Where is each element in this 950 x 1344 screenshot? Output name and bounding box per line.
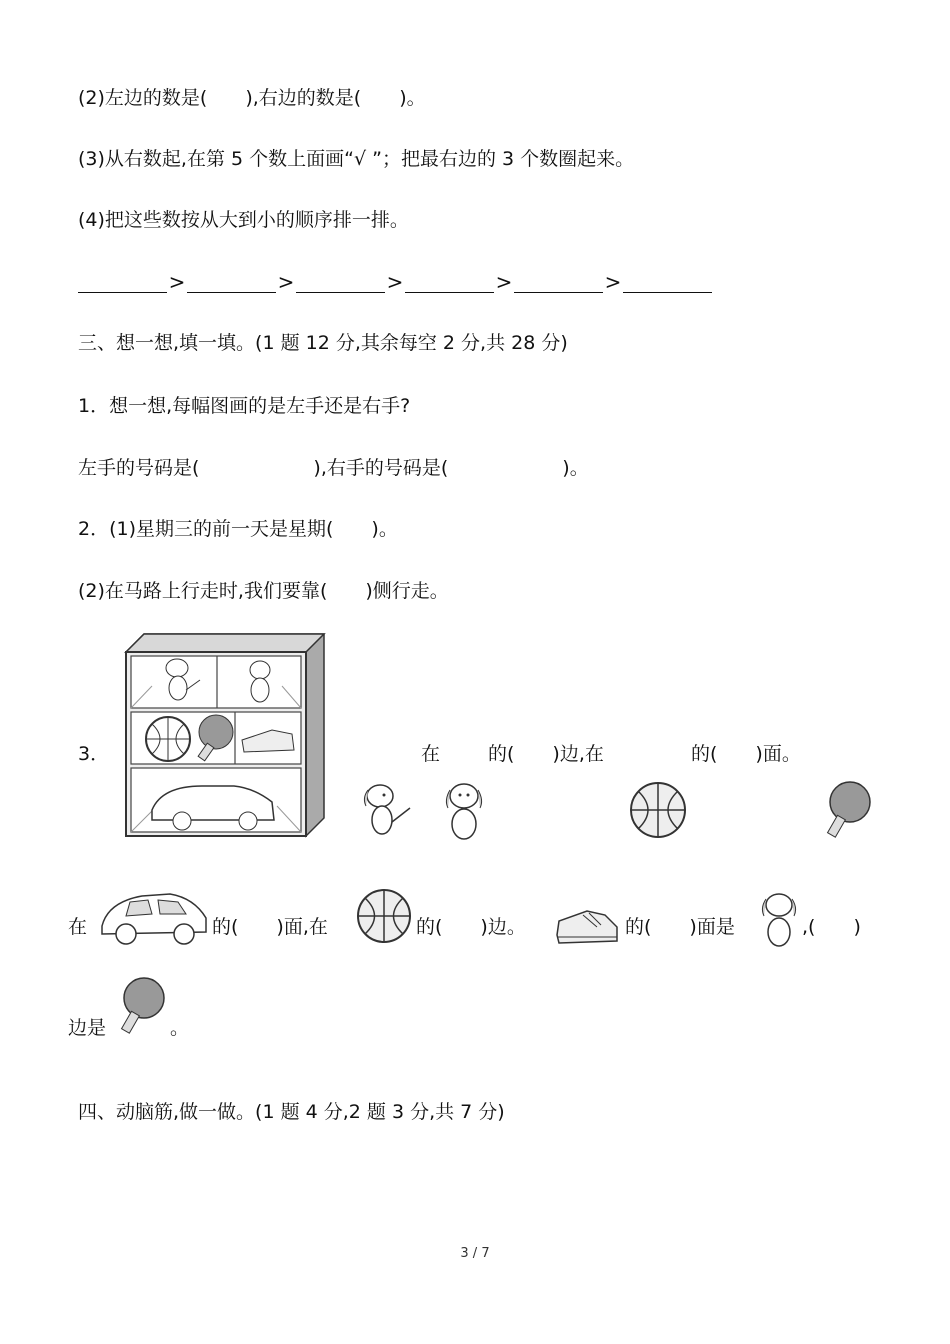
page-number: 3 / 7 xyxy=(460,1246,490,1261)
q3-line1-text-3: 的( )面。 xyxy=(691,743,801,765)
section-3-question-2-2: (2)在马路上行走时,我们要靠( )侧行走。 xyxy=(78,580,449,602)
section-3-question-1: 1．想一想,每幅图画的是左手还是右手? xyxy=(78,395,411,417)
ping-pong-paddle-icon xyxy=(820,780,874,842)
shoe-icon xyxy=(553,905,621,947)
section-4-title: 四、动脑筋,做一做。(1 题 4 分,2 题 3 分,共 7 分) xyxy=(78,1101,505,1123)
question-2-4: (4)把这些数按从大到小的顺序排一排。 xyxy=(78,209,409,231)
section-3-question-2-1: 2．(1)星期三的前一天是星期( )。 xyxy=(78,518,398,540)
question-3-number: 3． xyxy=(78,743,110,765)
answer-blank[interactable] xyxy=(405,270,494,293)
q3-line2-text-1: 在 xyxy=(68,916,88,938)
sitting-dog-icon xyxy=(440,780,488,844)
answer-blank[interactable] xyxy=(187,270,276,293)
greater-than-sign: > xyxy=(495,270,513,294)
q3-line1-text-2: 的( )边,在 xyxy=(488,743,604,765)
ordering-blanks xyxy=(78,270,712,293)
answer-blank[interactable] xyxy=(78,270,167,293)
shelf-illustration xyxy=(122,630,328,840)
dog-icon xyxy=(360,780,414,842)
greater-than-sign: > xyxy=(277,270,295,294)
q3-line2-text-3: 的( )边。 xyxy=(416,916,526,938)
basketball-icon xyxy=(628,780,688,840)
ping-pong-paddle-icon xyxy=(114,976,168,1038)
answer-blank[interactable] xyxy=(623,270,712,293)
greater-than-sign: > xyxy=(168,270,186,294)
answer-blank[interactable] xyxy=(296,270,385,293)
q3-line2-text-2: 的( )面,在 xyxy=(212,916,328,938)
basketball-icon xyxy=(355,887,413,945)
sitting-dog-icon xyxy=(756,890,802,950)
q3-line2-text-4: 的( )面是 xyxy=(625,916,735,938)
question-2-2: (2)左边的数是( ),右边的数是( )。 xyxy=(78,87,426,109)
greater-than-sign: > xyxy=(604,270,622,294)
section-3-question-1-answer: 左手的号码是( ),右手的号码是( )。 xyxy=(78,457,589,479)
section-3-title: 三、想一想,填一填。(1 题 12 分,其余每空 2 分,共 28 分) xyxy=(78,332,568,354)
question-2-3: (3)从右数起,在第 5 个数上面画“√ ”；把最右边的 3 个数圈起来。 xyxy=(78,148,635,170)
q3-line3-text-1: 边是 xyxy=(68,1017,107,1039)
q3-line3-text-2: 。 xyxy=(170,1017,190,1039)
q3-line2-text-5: ,( ) xyxy=(802,916,861,938)
q3-line1-text-1: 在 xyxy=(421,743,441,765)
car-icon xyxy=(96,882,210,946)
answer-blank[interactable] xyxy=(514,270,603,293)
greater-than-sign: > xyxy=(386,270,404,294)
